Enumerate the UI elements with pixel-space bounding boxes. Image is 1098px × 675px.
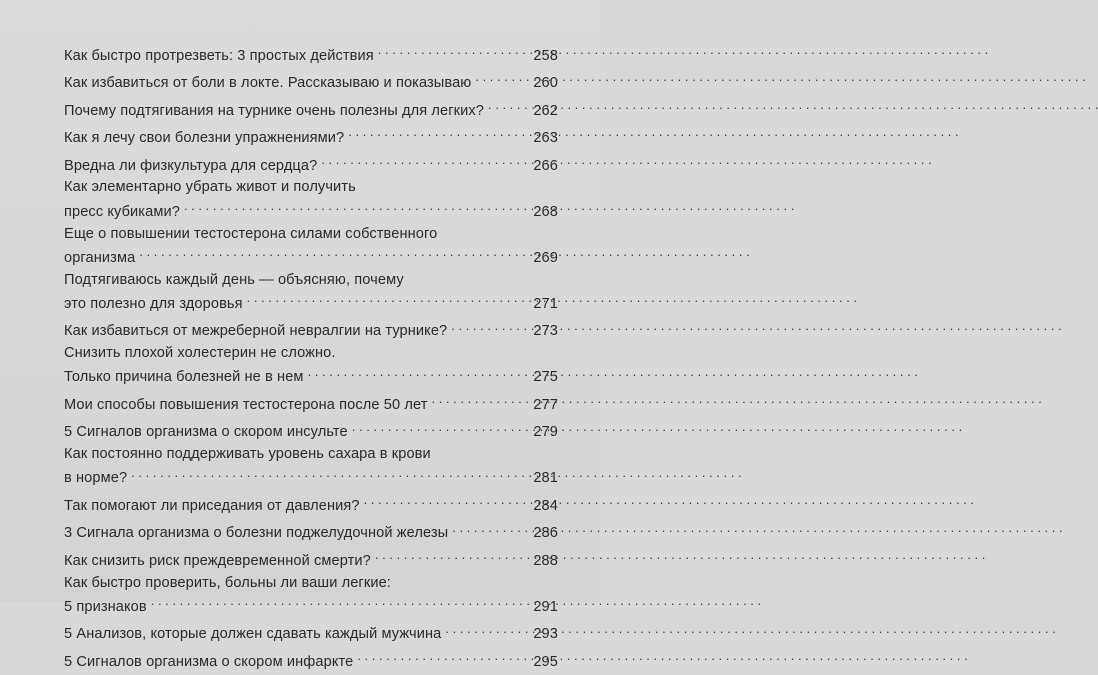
dot-leader — [475, 68, 530, 87]
dot-leader — [488, 96, 530, 115]
toc-entry-last-line — [64, 418, 558, 442]
toc-entry-title-line: 3 Сигнала организма о болезни поджелудочной железы — [64, 525, 449, 542]
toc-entry-last-line — [64, 96, 558, 120]
toc-entry-last-line — [64, 620, 558, 644]
toc-entry — [64, 390, 558, 414]
dot-leader — [452, 519, 530, 538]
toc-entry-title-line: организма — [64, 249, 136, 266]
toc-entry — [64, 123, 558, 147]
toc-entry-last-line — [64, 68, 558, 92]
toc-page-number: 269 — [533, 249, 558, 266]
toc-page-number: 293 — [533, 626, 558, 643]
toc-entry-title-line: Как элементарно убрать живот и получить — [64, 179, 356, 196]
toc-entry — [64, 96, 558, 120]
toc-entry-title-line: Еще о повышении тестостерона силами собственного — [64, 225, 438, 242]
dot-leader — [348, 123, 530, 142]
toc-page-number: 295 — [533, 653, 558, 670]
toc-page-number: 271 — [533, 295, 558, 312]
toc-entry-last-line — [64, 123, 558, 147]
toc-entry — [64, 445, 558, 488]
toc-entry — [64, 68, 558, 92]
toc-page-number: 273 — [533, 323, 558, 340]
toc-entry-last-line — [64, 197, 558, 221]
toc-page-number: 277 — [533, 396, 558, 413]
toc-entry-title-line: Мои способы повышения тестостерона после 50 лет — [64, 396, 428, 413]
toc-entry — [64, 574, 558, 617]
toc-entry-title-line: Подтягиваюсь каждый день — объясняю, почему — [64, 271, 404, 288]
dot-leader — [375, 546, 530, 565]
toc-entry-last-line — [64, 390, 558, 414]
toc-entry-last-line — [64, 464, 558, 488]
toc-entry-title-line: Так помогают ли приседания от давления? — [64, 497, 360, 514]
dot-leader — [321, 151, 530, 170]
toc-page-number: 258 — [533, 47, 558, 64]
toc-entry-last-line — [64, 592, 558, 616]
toc-entry-last-line — [64, 546, 558, 570]
toc-entry — [64, 620, 558, 644]
toc-page-number: 262 — [533, 102, 558, 119]
toc-entry — [64, 225, 558, 268]
dot-leader — [364, 491, 531, 510]
toc-entry-last-line — [64, 289, 558, 313]
toc-entry-last-line — [64, 151, 558, 175]
dot-leader — [139, 243, 530, 262]
toc-entry-last-line — [64, 519, 558, 543]
dot-leader — [378, 41, 531, 60]
toc-page-number: 288 — [533, 552, 558, 569]
dot-leader — [151, 592, 531, 611]
toc-entry-title-line: Как быстро протрезветь: 3 простых действия — [64, 47, 374, 64]
toc-entry — [64, 178, 558, 221]
toc-entry-title-line: Снизить плохой холестерин не сложно. — [64, 345, 336, 362]
toc-entry-last-line — [64, 363, 558, 387]
toc-entry-title-line: 5 Сигналов организма о скором инфаркте — [64, 653, 354, 670]
toc-entry — [64, 317, 558, 341]
toc-entry — [64, 519, 558, 543]
toc-page-number: 260 — [533, 75, 558, 92]
toc-entry-title-line: пресс кубиками? — [64, 203, 180, 220]
toc-entry — [64, 41, 558, 65]
toc-entry-last-line — [64, 41, 558, 65]
toc-entry — [64, 418, 558, 442]
toc-entry-title-line: Вредна ли физкультура для сердца? — [64, 157, 318, 174]
dot-leader — [451, 317, 530, 336]
toc-entry — [64, 491, 558, 515]
toc-entry-last-line — [64, 647, 558, 671]
toc-entry-last-line — [64, 491, 558, 515]
dot-leader — [352, 418, 531, 437]
toc-page-number: 266 — [533, 157, 558, 174]
toc-entry — [64, 546, 558, 570]
toc-page-number: 275 — [533, 369, 558, 386]
toc-entry — [64, 271, 558, 314]
toc-entry-title-line: Как быстро проверить, больны ли ваши легкие: — [64, 574, 391, 591]
table-of-contents — [64, 41, 558, 675]
toc-page-number: 281 — [533, 470, 558, 487]
toc-entry-title-line: 5 Анализов, которые должен сдавать каждый мужчина — [64, 626, 442, 643]
toc-entry-title-line: Как я лечу свои болезни упражнениями? — [64, 130, 345, 147]
toc-entry — [64, 151, 558, 175]
dot-leader — [131, 464, 530, 483]
toc-page-number: 263 — [533, 130, 558, 147]
toc-entry-title-line: 5 признаков — [64, 598, 147, 615]
toc-entry-title-line: 5 Сигналов организма о скором инсульте — [64, 424, 348, 441]
toc-page-number: 279 — [533, 424, 558, 441]
toc-entry — [64, 647, 558, 671]
toc-entry-title-line: Только причина болезней не в нем — [64, 369, 304, 386]
toc-entry-title-line: Как снизить риск преждевременной смерти? — [64, 552, 371, 569]
dot-leader — [308, 363, 531, 382]
toc-entry — [64, 344, 558, 387]
dot-leader — [357, 647, 530, 666]
dot-leader — [184, 197, 530, 216]
toc-entry-title-line: в норме? — [64, 470, 128, 487]
toc-entry-last-line — [64, 243, 558, 267]
toc-page-number: 284 — [533, 497, 558, 514]
toc-entry-title-line: это полезно для здоровья — [64, 295, 243, 312]
toc-page-number: 268 — [533, 203, 558, 220]
toc-page-number: 286 — [533, 525, 558, 542]
toc-entry-title-line: Почему подтягивания на турнике очень полезны для легких? — [64, 102, 484, 119]
toc-entry-title-line: Как избавиться от боли в локте. Рассказываю и показываю — [64, 75, 472, 92]
toc-page-number: 291 — [533, 598, 558, 615]
dot-leader — [247, 289, 531, 308]
toc-entry-title-line: Как постоянно поддерживать уровень сахара в крови — [64, 446, 431, 463]
dot-leader — [431, 390, 530, 409]
toc-entry-last-line — [64, 317, 558, 341]
toc-entry-title-line: Как избавиться от межреберной невралгии на турнике? — [64, 323, 448, 340]
dot-leader — [445, 620, 530, 639]
